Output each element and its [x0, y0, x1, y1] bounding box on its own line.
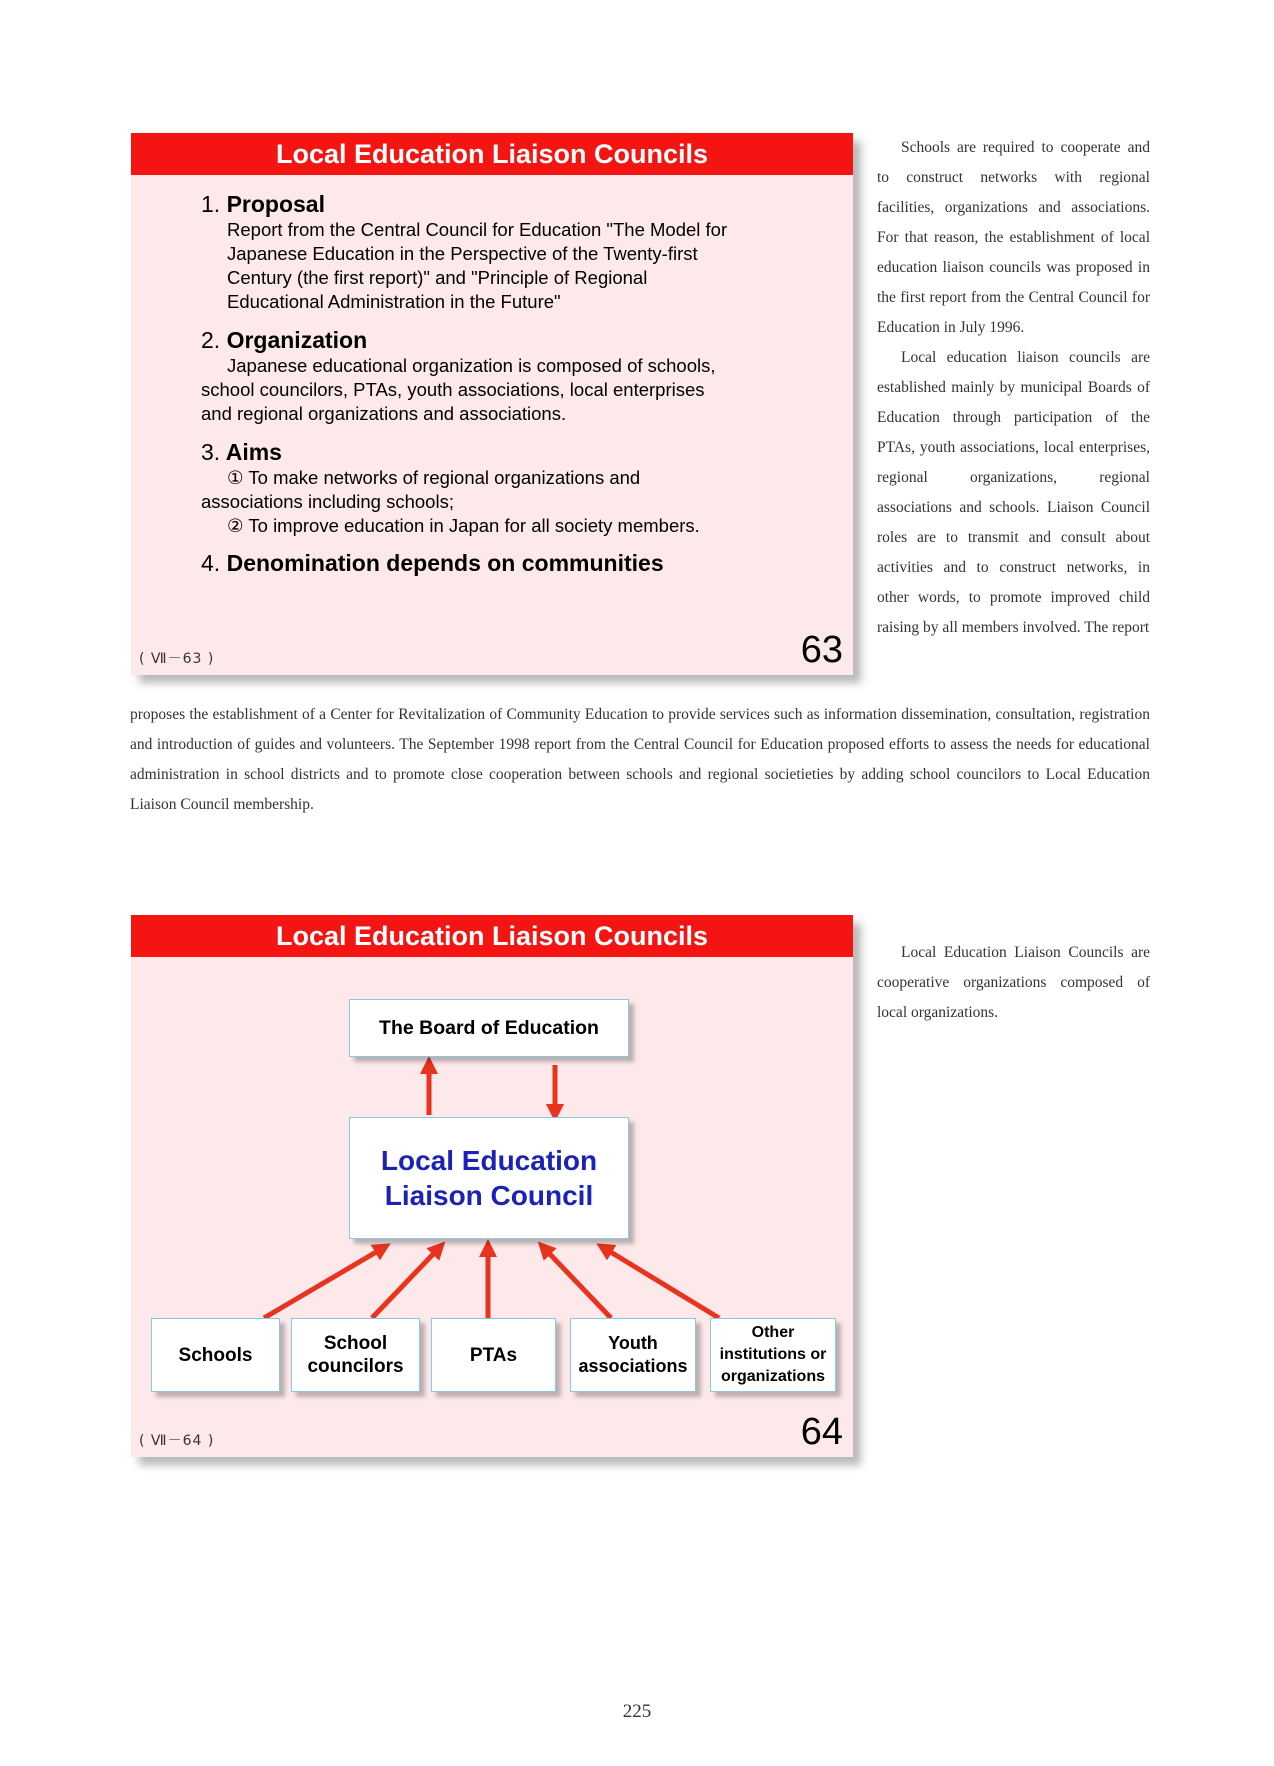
- council-line: Liaison Council: [384, 1180, 594, 1211]
- section-line: ① To make networks of regional organizations and: [227, 467, 641, 488]
- slide-code: ( Ⅶ－64 ): [139, 1433, 215, 1449]
- side-paragraph: Local Education Liaison Councils are cooperative organizations composed of local organizations.: [877, 944, 1150, 1021]
- box-label: councilors: [307, 1356, 404, 1377]
- section-number: 2.: [201, 327, 221, 353]
- side-text-2: [877, 938, 1150, 1028]
- slide-63: [131, 133, 853, 675]
- school-councilors-box: [291, 1318, 420, 1392]
- section-proposal: [201, 190, 727, 314]
- section-number: 3.: [201, 439, 221, 465]
- box-label: institutions or: [719, 1346, 827, 1363]
- box-label: Youth: [608, 1333, 658, 1353]
- section-number: 1.: [201, 191, 221, 217]
- slide-64: [131, 915, 853, 1457]
- slide-number: 63: [800, 629, 843, 671]
- section-line: school councilors, PTAs, youth associations, local enterprises: [201, 379, 705, 400]
- section-line: Japanese Education in the Perspective of the Twenty-first: [227, 243, 698, 264]
- arrow-youth: [544, 1248, 611, 1318]
- arrow-schools: [264, 1248, 383, 1318]
- section-number: 4.: [201, 550, 221, 576]
- section-heading: Proposal: [226, 191, 325, 217]
- box-label: Other: [751, 1324, 795, 1341]
- slide-code: ( Ⅶ－63 ): [139, 651, 215, 667]
- box-label: Schools: [178, 1344, 253, 1366]
- section-line: Century (the first report)" and "Principle of Regional: [227, 267, 648, 288]
- liaison-council-box: [349, 1117, 629, 1239]
- section-aims: [201, 438, 700, 538]
- box-label: PTAs: [469, 1344, 518, 1366]
- section-organization: [201, 326, 716, 426]
- slide-number: 64: [800, 1411, 843, 1453]
- section-heading: Organization: [226, 327, 368, 353]
- ptas-box: [431, 1318, 556, 1392]
- box-label: organizations: [720, 1368, 825, 1385]
- box-label: associations: [578, 1356, 688, 1376]
- slide-title: Local Education Liaison Councils: [131, 133, 853, 175]
- section-line: and regional organizations and associations.: [201, 403, 567, 424]
- section-line: Japanese educational organization is composed of schools,: [227, 355, 716, 376]
- section-heading: Aims: [225, 439, 282, 465]
- box-label: School: [323, 1333, 388, 1354]
- body-paragraph: proposes the establishment of a Center for Revitalization of Community Education to provide services such as information dissemination, consultation, registration and introduction of guides and volunteers. The September 1998 report from the Central Council for Education proposed efforts to assess the needs for educational administration in school districts and to promote close cooperation between schools and regional societieties by adding school councilors to Local Education Liaison Council membership.: [130, 706, 1150, 813]
- section-line: ② To improve education in Japan for all society members.: [227, 515, 700, 536]
- side-paragraph: Local education liaison councils are established mainly by municipal Boards of Education through participation of the PTAs, youth associations, local enterprises, regional organizations, regional associations and schools. Liaison Council roles are to transmit and consult about activities and to construct networks, in other words, to promote improved child raising by all members involved. The report: [877, 349, 1150, 636]
- section-heading: Denomination depends on communities: [226, 550, 664, 576]
- board-of-education-box: The Board of Education: [349, 999, 629, 1057]
- arrow-other: [604, 1248, 719, 1318]
- slide-title: Local Education Liaison Councils: [131, 915, 853, 957]
- youth-associations-box: [570, 1318, 696, 1392]
- section-line: Educational Administration in the Future": [227, 291, 561, 312]
- other-organizations-box: [710, 1318, 836, 1392]
- page-number: 225: [622, 1701, 652, 1722]
- section-line: Report from the Central Council for Education "The Model for: [227, 219, 728, 240]
- council-line: Local Education: [380, 1145, 598, 1176]
- arrow-councilors: [372, 1248, 439, 1318]
- side-text-1: [877, 133, 1150, 643]
- schools-box: [151, 1318, 280, 1392]
- section-line: associations including schools;: [201, 491, 454, 512]
- side-paragraph: Schools are required to cooperate and to construct networks with regional facilities, organizations and associations. For that reason, the establishment of local education liaison councils was proposed in the first report from the Central Council for Education in July 1996.: [877, 139, 1150, 336]
- section-denomination: [201, 549, 664, 577]
